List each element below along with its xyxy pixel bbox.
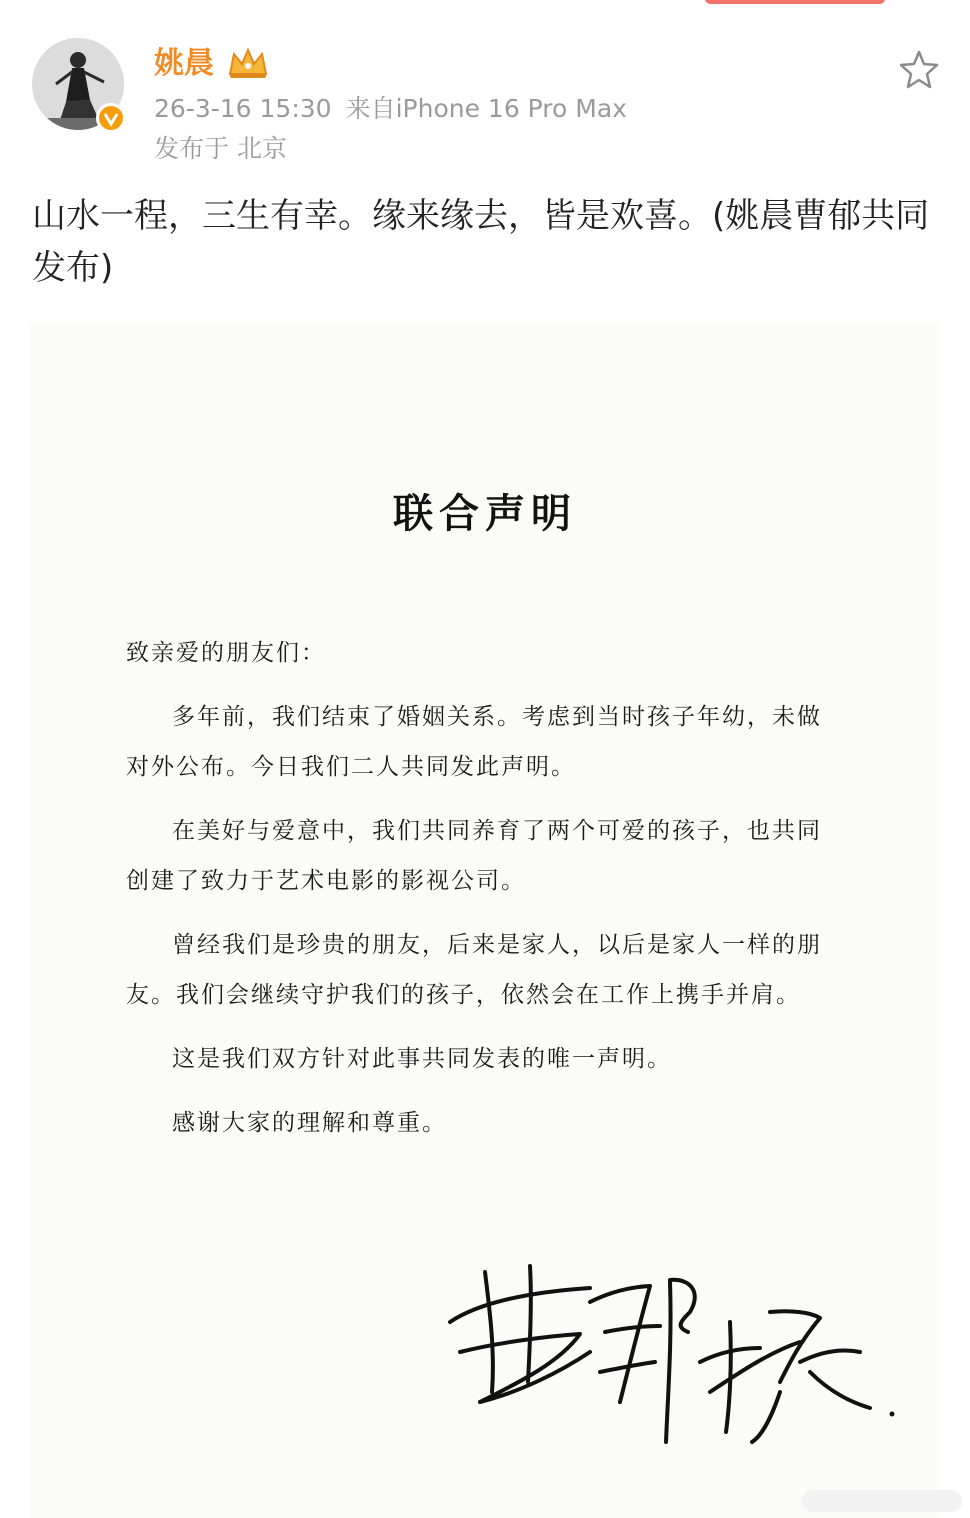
statement-paragraph: 曾经我们是珍贵的朋友，后来是家人，以后是家人一样的朋友。我们会继续守护我们的孩子，依然会在工作上携手并肩。	[126, 932, 822, 1008]
statement-image[interactable]	[30, 322, 940, 1518]
crown-icon	[226, 44, 270, 80]
handwritten-signature	[440, 1252, 900, 1452]
post-text: 山水一程，三生有幸。缘来缘去，皆是欢喜。(姚晨曹郁共同发布)	[32, 196, 930, 288]
verified-badge-icon	[96, 103, 126, 133]
username[interactable]: 姚晨	[154, 46, 214, 81]
post-location: 发布于 北京	[154, 134, 287, 163]
star-icon[interactable]	[898, 48, 940, 90]
statement-body	[126, 628, 838, 1162]
statement-paragraph: 在美好与爱意中，我们共同养育了两个可爱的孩子，也共同创建了致力于艺术电影的影视公司。	[126, 818, 822, 894]
post-header	[0, 0, 970, 190]
statement-title: 联合声明	[393, 490, 577, 537]
statement-paragraph: 多年前，我们结束了婚姻关系。考虑到当时孩子年幼，未做对外公布。今日我们二人共同发此声明。	[126, 704, 822, 780]
post-timestamp: 26-3-16 15:30	[154, 94, 332, 123]
statement-paragraph: 这是我们双方针对此事共同发表的唯一声明。	[172, 1046, 672, 1072]
post-source: 来自iPhone 16 Pro Max	[345, 94, 627, 123]
statement-paragraph: 感谢大家的理解和尊重。	[172, 1110, 447, 1136]
watermark-bar	[802, 1490, 962, 1512]
post-meta	[154, 92, 627, 126]
statement-greeting: 致亲爱的朋友们：	[126, 640, 326, 666]
